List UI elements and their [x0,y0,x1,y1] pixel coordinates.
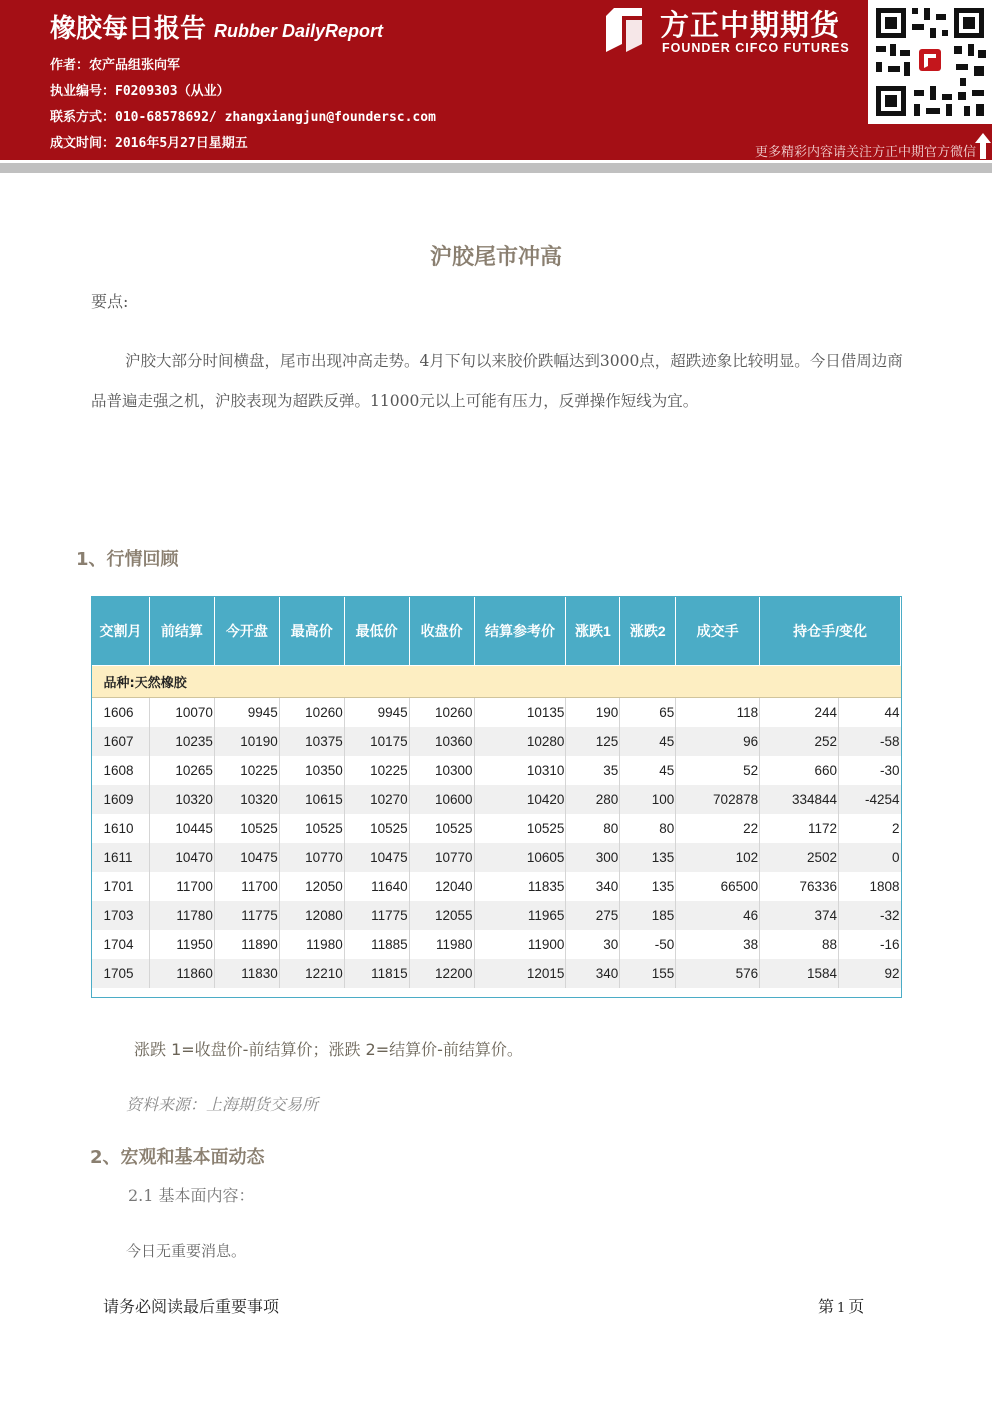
table-row [92,756,901,785]
cell-change-1: 275 [566,901,620,930]
header-change-2[interactable]: 涨跌2 [620,597,676,666]
report-title-en: Rubber DailyReport [214,21,384,41]
cell-change-1: 80 [566,814,620,843]
cell-high: 12210 [279,959,344,988]
cell-settle-ref: 11965 [474,901,566,930]
cell-settle-ref: 12015 [474,959,566,988]
report-header-banner [0,0,992,160]
footer-notice: 请务必阅读最后重要事项 [103,1297,280,1316]
cell-change-2: 100 [620,785,676,814]
cell-volume: 702878 [676,785,760,814]
cell-settle-ref: 10605 [474,843,566,872]
data-source: 资料来源：上海期货交易所 [126,1095,319,1114]
cell-open-interest: 334844 [760,785,839,814]
cell-high: 12050 [279,872,344,901]
cell-low: 9945 [344,698,409,728]
cell-oi-change: -16 [839,930,901,959]
cell-open: 11775 [214,901,279,930]
header-delivery-month[interactable]: 交割月 [92,597,150,666]
cell-oi-change: 44 [839,698,901,728]
cell-close: 11980 [409,930,474,959]
table-row [92,872,901,901]
table-row [92,698,901,728]
header-divider [0,163,992,173]
cell-oi-change: 0 [839,843,901,872]
cell-change-1: 340 [566,872,620,901]
page-suffix: 页 [848,1297,865,1316]
cell-open-interest: 252 [760,727,839,756]
cell-high: 10375 [279,727,344,756]
header-close[interactable]: 收盘价 [409,597,474,666]
cell-settle-ref: 10420 [474,785,566,814]
cell-prev-settle: 10320 [149,785,214,814]
cell-close: 10260 [409,698,474,728]
subsection-2-1-heading: 2.1 基本面内容： [128,1186,255,1205]
cell-settle-ref: 11835 [474,872,566,901]
cell-open: 9945 [214,698,279,728]
cell-delivery-month: 1705 [92,959,150,988]
cell-volume: 66500 [676,872,760,901]
cell-high: 10770 [279,843,344,872]
cell-prev-settle: 11780 [149,901,214,930]
cell-prev-settle: 11860 [149,959,214,988]
cell-open: 10525 [214,814,279,843]
cell-volume: 22 [676,814,760,843]
cell-oi-change: -32 [839,901,901,930]
cell-open-interest: 660 [760,756,839,785]
license-line [50,80,230,99]
page-num: 1 [837,1301,846,1316]
cell-high: 10525 [279,814,344,843]
cell-volume: 118 [676,698,760,728]
cell-open: 11830 [214,959,279,988]
header-open[interactable]: 今开盘 [214,597,279,666]
header-prev-settle[interactable]: 前结算 [149,597,214,666]
cell-close: 10525 [409,814,474,843]
cell-open-interest: 2502 [760,843,839,872]
author-line [50,54,180,73]
cell-low: 10175 [344,727,409,756]
cell-delivery-month: 1610 [92,814,150,843]
date-line [50,132,248,151]
footer-page-number [818,1294,864,1317]
cell-close: 12055 [409,901,474,930]
cell-high: 10615 [279,785,344,814]
cell-high: 12080 [279,901,344,930]
cell-delivery-month: 1607 [92,727,150,756]
cell-close: 10600 [409,785,474,814]
license-label: 执业编号： [50,84,116,99]
cell-change-2: 65 [620,698,676,728]
cell-low: 10270 [344,785,409,814]
founder-logo-icon [606,8,642,52]
keypoints-label: 要点: [91,292,129,311]
category-row [92,666,901,698]
cell-volume: 576 [676,959,760,988]
date-label: 成文时间： [50,136,116,151]
cell-settle-ref: 10310 [474,756,566,785]
cell-prev-settle: 11950 [149,930,214,959]
cell-high: 10260 [279,698,344,728]
cell-open: 10475 [214,843,279,872]
cell-change-2: 155 [620,959,676,988]
cell-open: 11890 [214,930,279,959]
contact-line [50,106,436,125]
cell-change-2: 45 [620,756,676,785]
cell-low: 10525 [344,814,409,843]
cell-open-interest: 1172 [760,814,839,843]
change-definition-note: 涨跌 1=收盘价-前结算价；涨跌 2=结算价-前结算价。 [134,1040,523,1059]
cell-close: 10360 [409,727,474,756]
license-value: F0209303（从业） [115,84,230,99]
report-title-cn: 橡胶每日报告 [50,14,207,44]
header-high[interactable]: 最高价 [279,597,344,666]
cell-volume: 102 [676,843,760,872]
cell-prev-settle: 10470 [149,843,214,872]
cell-oi-change: -58 [839,727,901,756]
cell-volume: 96 [676,727,760,756]
cell-delivery-month: 1608 [92,756,150,785]
cell-settle-ref: 10525 [474,814,566,843]
cell-open-interest: 88 [760,930,839,959]
table-row [92,785,901,814]
table-row [92,727,901,756]
cell-close: 10300 [409,756,474,785]
cell-low: 10225 [344,756,409,785]
cell-change-1: 300 [566,843,620,872]
cell-open-interest: 1584 [760,959,839,988]
cell-oi-change: 1808 [839,872,901,901]
cell-change-2: 135 [620,872,676,901]
cell-oi-change: -30 [839,756,901,785]
cell-change-1: 125 [566,727,620,756]
document-title: 沪胶尾市冲高 [429,245,562,270]
cell-open-interest: 244 [760,698,839,728]
cell-prev-settle: 10265 [149,756,214,785]
cell-prev-settle: 11700 [149,872,214,901]
cell-change-2: 185 [620,901,676,930]
cell-change-1: 280 [566,785,620,814]
cell-oi-change: 92 [839,959,901,988]
section-1-heading: 1、行情回顾 [76,549,179,570]
table-row [92,930,901,959]
header-open-interest[interactable]: 持仓手/变化 [760,597,901,666]
cell-close: 10770 [409,843,474,872]
cell-delivery-month: 1701 [92,872,150,901]
category-label: 品种:天然橡胶 [92,666,901,698]
wechat-follow-note: 更多精彩内容请关注方正中期官方微信 [754,145,976,160]
company-logo-cn: 方正中期期货 [660,8,841,42]
header-volume[interactable]: 成交手 [676,597,760,666]
cell-open-interest: 374 [760,901,839,930]
cell-low: 10475 [344,843,409,872]
cell-low: 11815 [344,959,409,988]
cell-open: 10190 [214,727,279,756]
cell-delivery-month: 1704 [92,930,150,959]
cell-delivery-month: 1606 [92,698,150,728]
cell-change-1: 340 [566,959,620,988]
date-value: 2016年5月27日星期五 [115,136,248,151]
cell-delivery-month: 1609 [92,785,150,814]
up-arrow-icon [975,133,991,159]
cell-change-1: 30 [566,930,620,959]
cell-close: 12040 [409,872,474,901]
cell-settle-ref: 10135 [474,698,566,728]
cell-prev-settle: 10235 [149,727,214,756]
summary-paragraph: 沪胶大部分时间横盘，尾市出现冲高走势。4月下旬以来胶价跌幅达到3000点，超跌迹象比较明显。今日借周边商品普遍走强之机，沪胶表现为超跌反弹。11000元以上可能有压力，反弹操作短线为宜。 [91,352,903,410]
cell-close: 12200 [409,959,474,988]
cell-low: 11640 [344,872,409,901]
cell-settle-ref: 10280 [474,727,566,756]
header-settle-ref[interactable]: 结算参考价 [474,597,566,666]
contact-value[interactable]: 010-68578692/ zhangxiangjun@foundersc.com [115,110,436,125]
table-row [92,843,901,872]
cell-volume: 38 [676,930,760,959]
cell-open: 10320 [214,785,279,814]
author-value: 农产品组张向军 [89,58,181,73]
wechat-qr-code-icon [868,0,992,124]
cell-high: 10350 [279,756,344,785]
cell-oi-change: 2 [839,814,901,843]
cell-change-2: 45 [620,727,676,756]
cell-high: 11980 [279,930,344,959]
header-change-1[interactable]: 涨跌1 [566,597,620,666]
author-label: 作者： [50,58,90,73]
page-prefix: 第 [818,1297,835,1316]
table-row [92,901,901,930]
cell-open: 10225 [214,756,279,785]
cell-open: 11700 [214,872,279,901]
cell-change-1: 190 [566,698,620,728]
company-logo-en: FOUNDER CIFCO FUTURES [662,41,850,55]
subsection-2-1-text: 今日无重要消息。 [126,1242,247,1260]
cell-change-2: 80 [620,814,676,843]
header-low[interactable]: 最低价 [344,597,409,666]
cell-prev-settle: 10445 [149,814,214,843]
cell-delivery-month: 1611 [92,843,150,872]
quotes-table [91,596,901,988]
cell-volume: 46 [676,901,760,930]
cell-low: 11775 [344,901,409,930]
contact-label: 联系方式： [50,110,116,125]
cell-low: 11885 [344,930,409,959]
table-row [92,959,901,988]
cell-prev-settle: 10070 [149,698,214,728]
cell-open-interest: 76336 [760,872,839,901]
cell-volume: 52 [676,756,760,785]
cell-settle-ref: 11900 [474,930,566,959]
cell-change-1: 35 [566,756,620,785]
cell-delivery-month: 1703 [92,901,150,930]
table-row [92,814,901,843]
section-2-heading: 2、宏观和基本面动态 [90,1147,265,1168]
cell-change-2: -50 [620,930,676,959]
cell-change-2: 135 [620,843,676,872]
table-header-row [92,597,901,666]
cell-oi-change: -4254 [839,785,901,814]
report-title [50,8,383,45]
